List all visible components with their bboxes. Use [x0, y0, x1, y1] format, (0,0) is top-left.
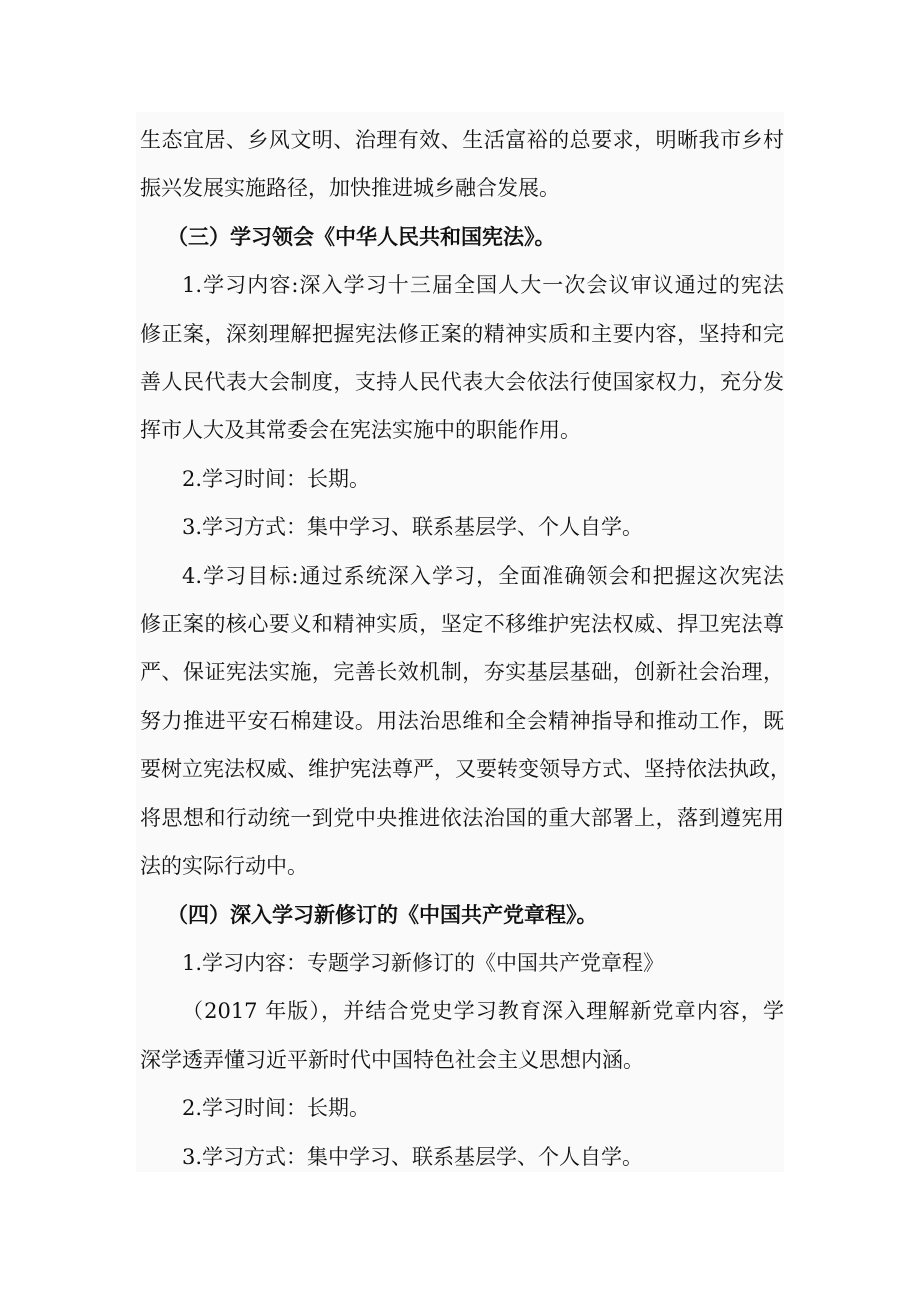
text-line: 要树立宪法权威、维护宪法尊严，又要转变领导方式、坚持依法执政， — [140, 757, 791, 782]
text-line: 1.学习内容：专题学习新修订的《中国共产党章程》 — [182, 950, 665, 975]
section-heading-4: （四）深入学习新修订的《中国共产党章程》。 — [167, 901, 598, 927]
text-line: 法的实际行动中。 — [140, 854, 308, 879]
text-line: 4.学习目标:通过系统深入学习，全面准确领会和把握这次宪法 — [182, 563, 784, 588]
text-line: 2.学习时间：长期。 — [182, 466, 371, 491]
text-line: 修正案，深刻理解把握宪法修正案的精神实质和主要内容，坚持和完 — [140, 321, 784, 346]
text-line: 善人民代表大会制度，支持人民代表大会依法行使国家权力，充分发 — [140, 370, 784, 395]
text-line: 3.学习方式：集中学习、联系基层学、个人自学。 — [182, 1144, 644, 1169]
text-line: 2.学习时间：长期。 — [182, 1096, 371, 1121]
text-line: 努力推进平安石棉建设。用法治思维和全会精神指导和推动工作，既 — [140, 708, 784, 733]
text-line: 深学透弄懂习近平新时代中国特色社会主义思想内涵。 — [140, 1047, 644, 1072]
text-line: 挥市人大及其常委会在宪法实施中的职能作用。 — [140, 418, 581, 443]
text-line: （2017 年版），并结合党史学习教育深入理解新党章内容，学 — [182, 999, 784, 1024]
text-line: 严、保证宪法实施，完善长效机制，夯实基层基础，创新社会治理， — [140, 660, 784, 685]
document-text — [140, 116, 791, 1181]
text-line: 修正案的核心要义和精神实质，坚定不移维护宪法权威、捍卫宪法尊 — [140, 612, 784, 637]
text-line: 振兴发展实施路径，加快推进城乡融合发展。 — [140, 176, 560, 201]
text-line: 1.学习内容:深入学习十三届全国人大一次会议审议通过的宪法 — [182, 273, 784, 298]
text-line: 生态宜居、乡风文明、治理有效、生活富裕的总要求，明晰我市乡村 — [140, 128, 784, 152]
text-line: 3.学习方式：集中学习、联系基层学、个人自学。 — [182, 515, 644, 540]
section-heading-3: （三）学习领会《中华人民共和国宪法》。 — [167, 223, 556, 249]
text-line: 将思想和行动统一到党中央推进依法治国的重大部署上，落到遵宪用 — [140, 805, 784, 830]
